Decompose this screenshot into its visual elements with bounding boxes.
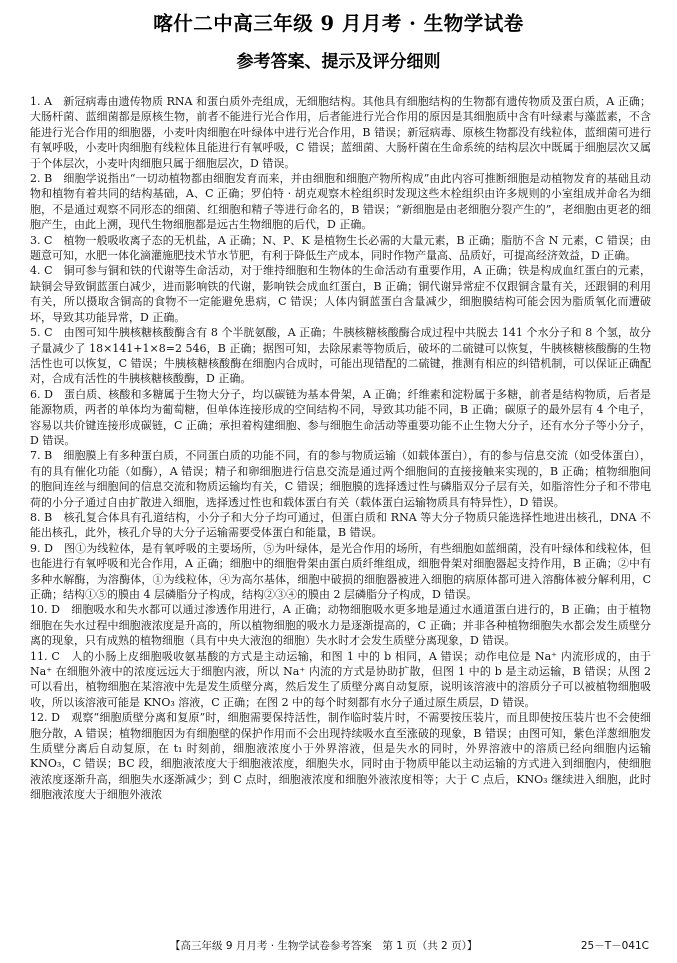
answer-item — [30, 233, 651, 264]
answer-item — [30, 649, 651, 711]
answer-number: 11. — [30, 649, 48, 663]
answer-number: 12. — [30, 711, 48, 725]
answer-item — [30, 325, 651, 387]
answer-explanation: 新冠病毒由遗传物质 RNA 和蛋白质外壳组成，无细胞结构。其他具有细胞结构的生物都有遗传物质及蛋白质，A 正确；大肠杆菌、蓝细菌都是原核生物，前者不能进行光合作用，后者能进行光合作用的原因是其细胞质中含有叶绿素与藻蓝素，不含能进行光合作用的细胞器，小麦叶肉细胞在叶绿体中进行光合作用，B 错误；新冠病毒、原核生物都没有线粒体，蓝细菌可进行有氧呼吸，小麦叶肉细胞有线粒体且能进行有氧呼吸，C 错误；蓝细菌、大肠杆菌在生命系统的结构层次中既属于细胞层次又属于个体层次，小麦叶肉细胞只属于细胞层次，D 错误。 — [30, 95, 652, 170]
answer-explanation: 植物一般吸收离子态的无机盐，A 正确；N、P、K 是植物生长必需的大量元素，B 正确；脂肪不含 N 元素，C 错误；由题意可知，水肥一体化滴灌施肥技术节水节肥，有利于降低生产成本，同时作物产量高、品质好，可提高经济效益，D 正确。 — [30, 233, 652, 263]
answer-item — [30, 94, 651, 171]
answer-number: 8. — [30, 510, 41, 524]
answer-choice: A — [44, 95, 53, 108]
answer-item — [30, 710, 651, 802]
answer-explanation: 核孔复合体具有孔道结构，小分子和大分子均可通过，但蛋白质和 RNA 等大分子物质只能选择性地进出核孔，DNA 不能出核孔，此外，核孔介导的大分子运输需要受体蛋白和能量，B 错误。 — [30, 510, 652, 540]
answer-number: 7. — [30, 449, 41, 463]
footer-code: 25－T－041C — [580, 940, 649, 952]
answer-number: 9. — [30, 541, 41, 555]
answer-choice: C — [51, 649, 60, 663]
answer-list — [30, 94, 651, 803]
answer-number: 10. — [30, 603, 48, 617]
answer-explanation: 细胞学说指出“一切动植物都由细胞发育而来，并由细胞和细胞产物所构成”由此内容可推断细胞是动植物发育的基础且动物和植物有着共同的结构基础，A、C 正确；罗伯特 · 胡克观察木栓组织时发现这些木栓组织由许多规则的小室组成并命名为细胞，不是通过观察不同形态的细菌、红细胞和精子等进行命名的，B 错误；“新细胞是由老细胞分裂产生的”，老细胞由更老的细胞产生，由此上溯，现代生物细胞都是远古生物细胞的后代，D 正确。 — [30, 172, 652, 232]
answer-number: 1. — [30, 95, 41, 108]
answer-choice: D — [44, 541, 53, 555]
answer-item — [30, 448, 651, 510]
answer-explanation: 由图可知牛胰核糖核酸酶含有 8 个半胱氨酸，A 正确；牛胰核糖核酸酶合成过程中共脱去 141 个水分子和 8 个氢，故分子量减少了 18×141+1×8=2 546，B 正确；据图可知，去除尿素等物质后，破坏的二硫键可以恢复，牛胰核糖核酸酶的生物活性也可以恢复，C 错误；牛胰核糖核酸酶在细胞内合成时，可能出现错配的二硫键，推测有相应的纠错机制，可以保证正确配对，合成有活性的牛胰核糖核酸酶，D 正确。 — [30, 326, 652, 386]
answer-item — [30, 263, 651, 325]
page-title: 喀什二中高三年级 9 月月考 · 生物学试卷 — [153, 12, 524, 35]
answer-choice: B — [44, 449, 53, 463]
answer-explanation: 细胞吸水和失水都可以通过渗透作用进行，A 正确；动物细胞吸水更多地是通过水通道蛋白进行的，B 正确；由于植物细胞在失水过程中细胞液浓度是升高的，所以植物细胞的吸水力是逐渐提高的，C 正确；并非各种植物细胞失水都会发生质壁分离的现象，只有成熟的植物细胞（具有中央大液泡的细胞）失水时才会发生质壁分离现象，D 错误。 — [30, 603, 651, 648]
answer-number: 6. — [30, 387, 41, 401]
answer-choice: D — [51, 603, 60, 617]
answer-choice: C — [44, 326, 53, 340]
answer-explanation: 图①为线粒体，是有氧呼吸的主要场所，⑤为叶绿体，是光合作用的场所，有些细胞如蓝细菌，没有叶绿体和线粒体，但也能进行有氧呼吸和光合作用，A 正确；细胞中的细胞骨架由蛋白质纤维组成，细胞骨架对细胞器起支持作用，B 正确；②中有多种水解酶，为溶酶体，①为线粒体，④为高尔基体，细胞中破损的细胞器被进入细胞的病原体都可进入溶酶体被分解利用，C 正确；结构①⑤的膜由 4 层磷脂分子构成，结构②③④的膜由 2 层磷脂分子构成，D 错误。 — [30, 541, 652, 601]
answer-item — [30, 510, 651, 541]
answer-explanation: 观察“细胞质壁分离和复原”时，细胞需要保持活性，制作临时装片时，不需要按压装片，而且即使按压装片也不会使细胞分散，A 错误；植物细胞因为有细胞壁的保护作用而不会出现持续吸水直至涨破的现象，B 错误；由图可知，紫色洋葱细胞发生质壁分离后自动复原，在 t₁ 时刻前，细胞液浓度小于外界溶液，但是失水的同时，外界溶液中的溶质已经向细胞内运输 KNO₃，C 错误；BC 段，细胞液浓度大于细胞液浓度，细胞失水，同时由于物质甲能以主动运输的方式进入到细胞内，使细胞液浓度逐渐升高，细胞失水逐渐减少；到 C 点时，细胞液浓度和细胞外液浓度相等；大于 C 点后，KNO₃ 继续进入细胞，此时细胞液浓度大于细胞外液浓 — [30, 711, 651, 802]
answer-explanation: 细胞膜上有多种蛋白质，不同蛋白质的功能不同，有的参与物质运输（如载体蛋白），有的参与信息交流（如受体蛋白），有的具有催化功能（如酶），A 错误；精子和卵细胞进行信息交流是通过两个细胞间的直接接触来实现的，B 正确；植物细胞间的胞间连丝与细胞间的信息交流和物质运输均有关，C 错误；细胞膜的选择透过性与磷脂双分子层有关，如脂溶性分子和不带电荷的小分子通过自由扩散进入细胞，选择透过性也和载体蛋白有关（载体蛋白运输物质具有特异性），D 错误。 — [30, 449, 652, 509]
answer-choice: D — [44, 387, 53, 401]
answer-choice: D — [51, 711, 60, 725]
answer-item — [30, 541, 651, 603]
answer-choice: B — [44, 510, 53, 524]
answer-number: 5. — [30, 326, 41, 340]
answer-explanation: 人的小肠上皮细胞吸收氨基酸的方式是主动运输，和图 1 中的 b 相同，A 错误；动作电位是 Na⁺ 内流形成的，由于 Na⁺ 在细胞外液中的浓度远远大于细胞内液，所以 Na⁺ 内流的方式是协助扩散，但图 1 中的 b 是主动运输，B 错误；从图 2 可以看出，植物细胞在某溶液中先是发生质壁分离，然后发生了质壁分离自动复原，说明该溶液中的溶质分子可以被植物细胞吸收，所以该溶液可能是 KNO₃ 溶液，C 正确；在图 2 中的每个时刻都有水分子通过原生质层，D 错误。 — [30, 649, 652, 709]
answer-item — [30, 171, 651, 233]
answer-number: 2. — [30, 172, 41, 186]
page-subtitle: 参考答案、提示及评分细则 — [236, 52, 441, 72]
answer-number: 4. — [30, 264, 41, 278]
answer-choice: C — [44, 264, 53, 278]
answer-choice: C — [44, 233, 53, 247]
answer-explanation: 蛋白质、核酸和多糖属于生物大分子，均以碳链为基本骨架，A 正确；纤维素和淀粉属于多糖，前者是结构物质，后者是能源物质，两者的单体均为葡萄糖，但单体连接形成的空间结构不同，导致其功能不同，B 正确；碳原子的最外层有 4 个电子，容易以共价键连接形成碳链，C 正确；承担着构建细胞、参与细胞生命活动等重要功能不止生物大分子，还有水分子等小分子，D 错误。 — [30, 387, 652, 447]
answer-explanation: 铜可参与铜和铁的代谢等生命活动，对于维持细胞和生物体的生命活动有重要作用，A 正确；铁是构成血红蛋白的元素，缺铜会导致铜蓝蛋白减少，进而影响铁的代谢，影响铁会成血红蛋白，B 正确；铜代谢异常症不仅跟铜含量有关，还跟铜的利用有关，所以摄取含铜高的食物不一定能避免患病，C 错误；人体内铜蓝蛋白含量减少，细胞膜结构可能会因为脂质氧化而遭破坏，导致其功能异常，D 正确。 — [30, 264, 652, 324]
answer-item — [30, 387, 651, 449]
answer-choice: B — [44, 172, 53, 186]
answer-item — [30, 602, 651, 648]
footer-page-info: 【高三年级 9 月月考 · 生物学试卷参考答案 第 1 页（共 2 页）】 — [170, 940, 478, 952]
answer-number: 3. — [30, 233, 41, 247]
